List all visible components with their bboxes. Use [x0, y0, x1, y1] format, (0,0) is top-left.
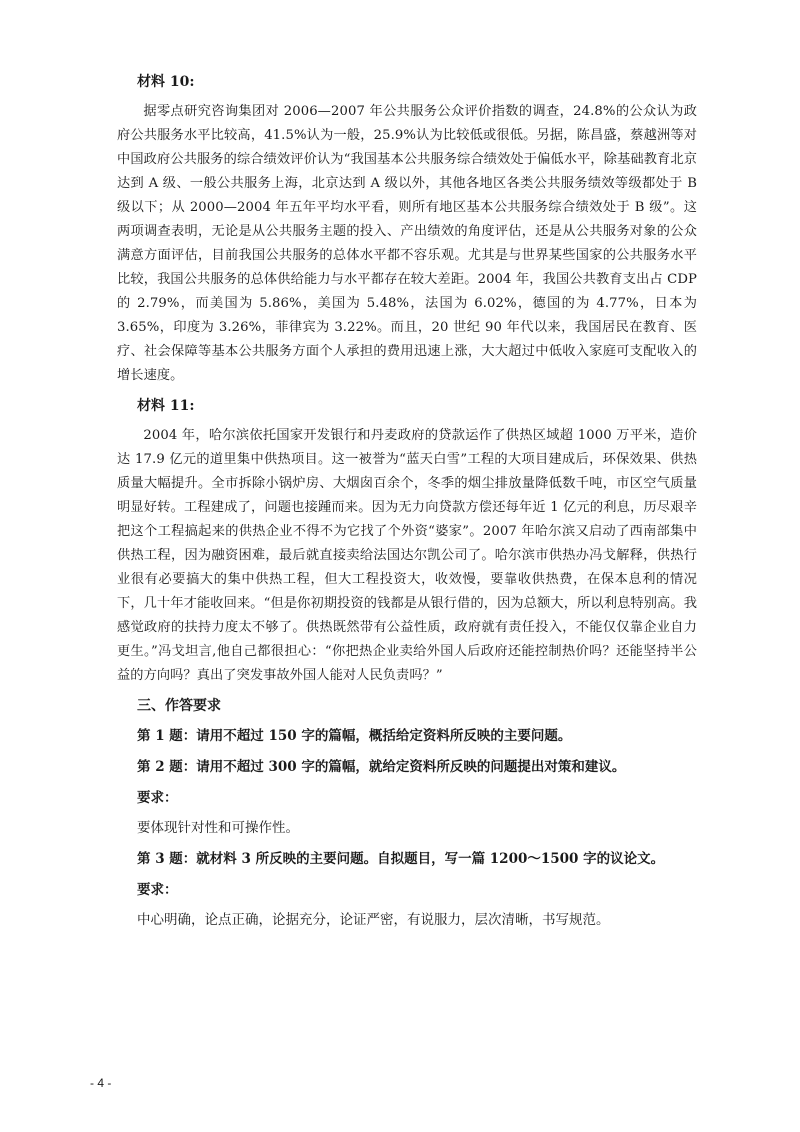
material-10-heading: 材料 10: — [137, 74, 195, 90]
page-content — [117, 72, 697, 941]
answer-requirements-title: 三、作答要求 — [137, 698, 221, 714]
material-11-paragraph: 2004 年，哈尔滨依托国家开发银行和丹麦政府的贷款运作了供热区域超 1000 万平米，造价达 17.9 亿元的道里集中供热项目。这一被誉为“蓝天白雪”工程的大项目建成后，环保效果、供热质量大幅提升。全市拆除小锅炉房、大烟囱百余个，冬季的烟尘排放量降低数千吨，市区空气质量明显好转。工程建成了，问题也接踵而来。因为无力向贷款方偿还每年近 1 亿元的利息，历尽艰辛把这个工程搞起来的供热企业不得不为它找了个外资“婆家”。2007 年哈尔滨又启动了西南部集中供热工程，因为融资困难，最后就直接卖给法国达尔凯公司了。哈尔滨市供热办冯戈解释，供热行业很有必要搞大的集中供热工程，但大工程投资大，收效慢，要靠收供热费，在保本息利的情况下，几十年才能收回来。“但是你初期投资的钱都是从银行借的，因为总额大，所以利息特别高。我感觉政府的扶持力度太不够了。供热既然带有公益性质，政府就有责任投入，不能仅仅靠企业自力更生。”冯戈坦言,他自己都很担心：“你把热企业卖给外国人后政府还能控制热价吗？还能坚持半公益的方向吗？真出了突发事故外国人能对人民负责吗？” — [117, 428, 697, 683]
question-3: 第 3 题：就材料 3 所反映的主要问题。自拟题目，写一篇 1200～1500 字的议论文。 — [137, 851, 665, 867]
question-3-requirement-text: 中心明确，论点正确，论据充分，论证严密，有说服力，层次清晰，书写规范。 — [137, 912, 610, 928]
question-2: 第 2 题：请用不超过 300 字的篇幅，就给定资料所反映的问题提出对策和建议。 — [137, 759, 626, 775]
page-number: - 4 - — [90, 1076, 112, 1090]
question-2-requirement-text: 要体现针对性和可操作性。 — [137, 820, 299, 836]
question-3-requirement-label: 要求： — [137, 882, 178, 898]
question-1: 第 1 题：请用不超过 150 字的篇幅，概括给定资料所反映的主要问题。 — [137, 728, 572, 744]
material-11-heading: 材料 11: — [137, 398, 195, 414]
question-2-requirement-label: 要求： — [137, 790, 178, 806]
material-10-paragraph: 据零点研究咨询集团对 2006—2007 年公共服务公众评价指数的调查，24.8%的公众认为政府公共服务水平比较高，41.5%认为一般，25.9%认为比较低或很低。另据，陈昌盛，蔡越洲等对中国政府公共服务的综合绩效评价认为“我国基本公共服务综合绩效处于偏低水平，除基础教育北京达到 A 级、一般公共服务上海，北京达到 A 级以外，其他各地区各类公共服务绩效等级都处于 B 级以下；从 2000—2004 年五年平均水平看，则所有地区基本公共服务综合绩效处于 B 级”。这两项调查表明，无论是从公共服务主题的投入、产出绩效的角度评估，还是从公共服务对象的公众满意方面评估，目前我国公共服务的总体水平都不容乐观。尤其是与世界某些国家的公共服务水平比较，我国公共服务的总体供给能力与水平都存在较大差距。2004 年，我国公共教育支出占 CDP 的 2.79%，而美国为 5.86%，美国为 5.48%，法国为 6.02%，德国的为 4.77%，日本为 3.65%，印度为 3.26%，菲律宾为 3.22%。而且，20 世纪 90 年代以来，我国居民在教育、医疗、社会保障等基本公共服务方面个人承担的费用迅速上涨，大大超过中低收入家庭可支配收入的增长速度。 — [117, 104, 697, 383]
